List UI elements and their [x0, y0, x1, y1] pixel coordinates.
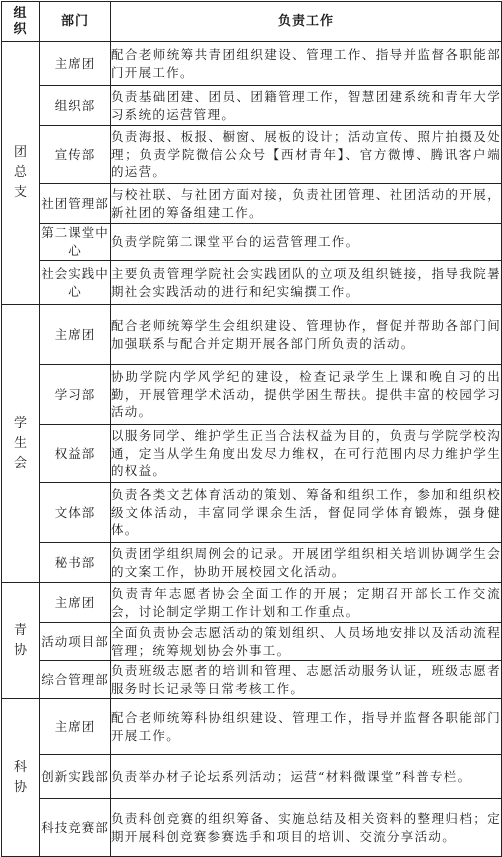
resp-cell: 负责各类文艺体育活动的策划、筹备和组织工作，参加和组织校级文体活动，丰富同学课余生活，督促同学体育锻炼，强身健体。	[111, 483, 502, 543]
header-dept: 部门	[40, 2, 111, 42]
resp-cell: 配合老师统筹共青团组织建设、管理工作、指导并监督各职能部门开展工作。	[111, 42, 502, 86]
dept-cell: 主席团	[40, 305, 111, 365]
dept-cell: 社会实践中心	[40, 261, 111, 305]
header-resp: 负责工作	[111, 2, 502, 42]
resp-cell: 负责基础团建、团员、团籍管理工作，智慧团建系统和青年大学习系统的运营管理。	[111, 86, 502, 126]
dept-cell: 创新实践部	[40, 755, 111, 799]
dept-cell: 组织部	[40, 86, 111, 126]
table-row	[2, 365, 502, 425]
table-row	[2, 799, 502, 857]
table-row	[2, 583, 502, 623]
resp-cell: 负责科创竞赛的组织筹备、实施总结及相关资料的整理归档；定期开展科创竞赛参赛选手和项目的培训、交流分享活动。	[111, 799, 502, 857]
resp-cell: 负责青年志愿者协会全面工作的开展；定期召开部长工作交流会，讨论制定学期工作计划和工作重点。	[111, 583, 502, 623]
dept-cell: 社团管理部	[40, 184, 111, 224]
table-row	[2, 42, 502, 86]
table-row	[2, 305, 502, 365]
dept-cell: 第二课堂中心	[40, 224, 111, 261]
resp-cell: 协助学院内学风学纪的建设，检查记录学生上课和晚自习的出勤，开展管理学术活动，提供学困生帮扶。提供丰富的校园学习活动。	[111, 365, 502, 425]
resp-cell: 配合老师统筹科协组织建设、管理工作，指导并监督各职能部门开展工作。	[111, 699, 502, 755]
org-group-name: 科 协	[13, 759, 27, 795]
table-row	[2, 483, 502, 543]
org-responsibility-table	[1, 1, 502, 857]
dept-cell: 科技竞赛部	[40, 799, 111, 857]
dept-cell: 主席团	[40, 42, 111, 86]
resp-cell: 配合老师统筹学生会组织建设、管理协作，督促并帮助各部门间加强联系与配合并定期开展各部门所负责的活动。	[111, 305, 502, 365]
dept-cell: 秘书部	[40, 543, 111, 583]
dept-cell: 活动项目部	[40, 623, 111, 661]
header-row	[2, 2, 502, 42]
org-group-tuanzongzhi	[2, 42, 40, 305]
dept-cell: 主席团	[40, 583, 111, 623]
table-row	[2, 184, 502, 224]
resp-cell: 负责团学组织周例会的记录。开展团学组织相关培训协调学生会的文案工作，协助开展校园文化活动。	[111, 543, 502, 583]
table-row	[2, 661, 502, 699]
resp-cell: 负责举办材子论坛系列活动；运营“材料微课堂”科普专栏。	[111, 755, 502, 799]
resp-cell: 负责海报、板报、橱窗、展板的设计；活动宣传、照片拍摄及处理；负责学院微信公众号【西材青年】、官方微博、腾讯客户端的运营。	[111, 126, 502, 184]
header-org: 组 织	[2, 2, 40, 42]
table-row	[2, 425, 502, 483]
dept-cell: 权益部	[40, 425, 111, 483]
resp-cell: 负责班级志愿者的培训和管理、志愿活动服务认证，班级志愿者服务时长记录等日常考核工作。	[111, 661, 502, 699]
org-group-name: 团 总 支	[13, 145, 27, 200]
table-row	[2, 261, 502, 305]
dept-cell: 学习部	[40, 365, 111, 425]
table-row	[2, 623, 502, 661]
table-row	[2, 86, 502, 126]
dept-cell: 综合管理部	[40, 661, 111, 699]
table-row	[2, 126, 502, 184]
org-group-name: 学 生 会	[13, 415, 27, 471]
resp-cell: 以服务同学、维护学生正当合法权益为目的，负责与学院学校沟通，定当从学生角度出发尽力维权，在可行范围内尽力维护学生的权益。	[111, 425, 502, 483]
resp-cell: 全面负责协会志愿活动的策划组织、人员场地安排以及活动流程管理；统筹规划协会外事工。	[111, 623, 502, 661]
org-group-xueshenghui	[2, 305, 40, 583]
dept-cell: 宣传部	[40, 126, 111, 184]
table-row	[2, 699, 502, 755]
table-row	[2, 543, 502, 583]
resp-cell: 负责学院第二课堂平台的运营管理工作。	[111, 224, 502, 261]
org-group-qingxie	[2, 583, 40, 699]
org-group-kexie	[2, 699, 40, 857]
dept-cell: 文体部	[40, 483, 111, 543]
table-row	[2, 224, 502, 261]
resp-cell: 主要负责管理学院社会实践团队的立项及组织链接，指导我院暑期社会实践活动的进行和纪实编撰工作。	[111, 261, 502, 305]
org-group-name: 青 协	[13, 622, 27, 658]
table-row	[2, 755, 502, 799]
dept-cell: 主席团	[40, 699, 111, 755]
resp-cell: 与校社联、与社团方面对接，负责社团管理、社团活动的开展，新社团的筹备组建工作。	[111, 184, 502, 224]
